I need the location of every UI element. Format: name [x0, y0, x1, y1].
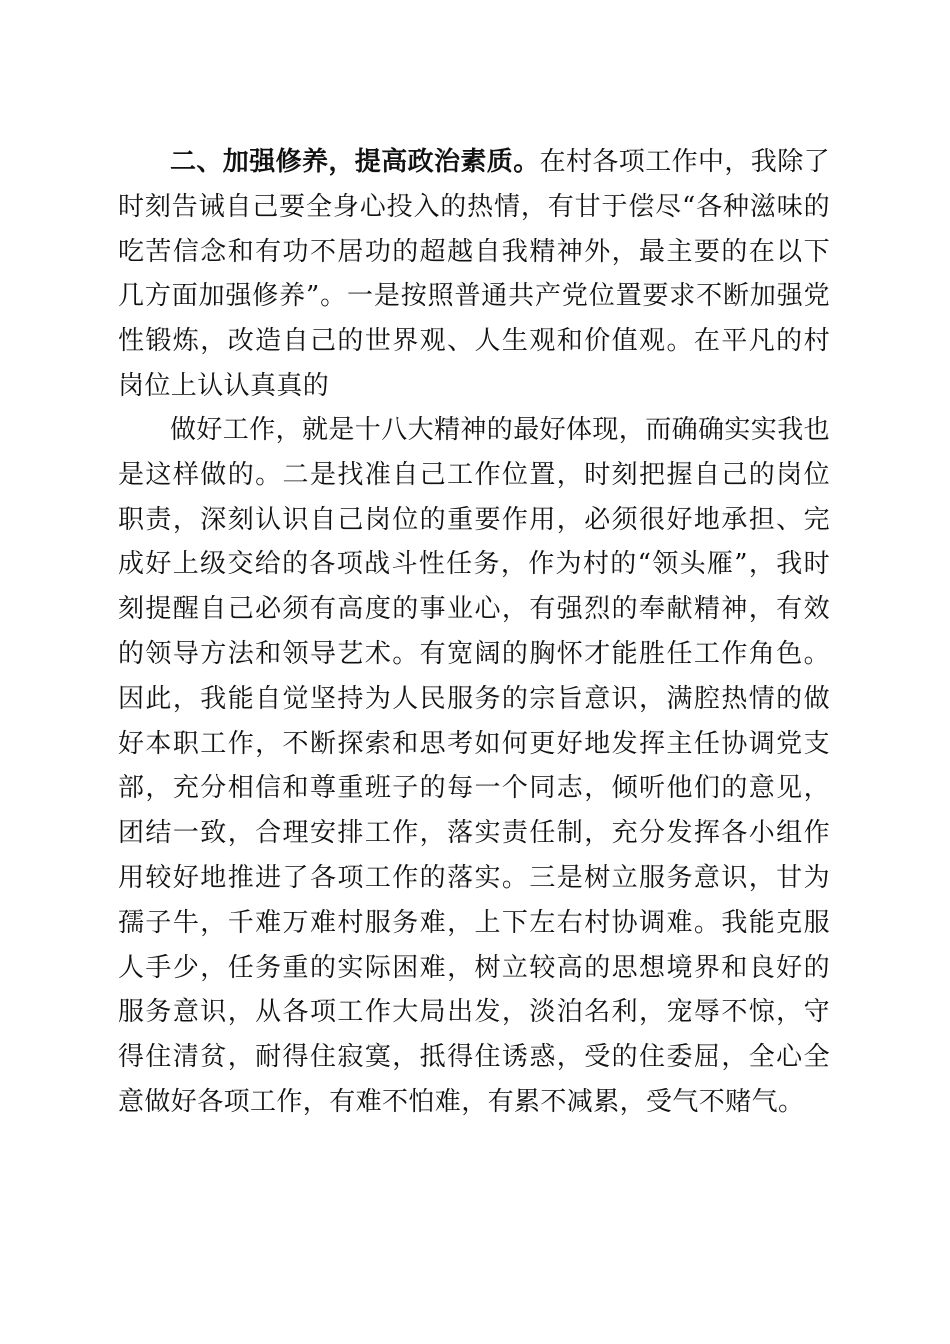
paragraph-2-body: 做好工作，就是十八大精神的最好体现，而确确实实我也是这样做的。二是找准自己工作位置，时刻把握自己的岗位职责，深刻认识自己岗位的重要作用，必须很好地承担、完成好上级交给的各项战斗性任务，作为村的“领头雁”，我时刻提醒自己必须有高度的事业心，有强烈的奉献精神，有效的领导方法和领导艺术。有宽阔的胸怀才能胜任工作角色。因此，我能自觉坚持为人民服务的宗旨意识，满腔热情的做好本职工作，不断探索和思考如何更好地发挥主任协调党支部，充分相信和尊重班子的每一个同志，倾听他们的意见，团结一致，合理安排工作，落实责任制，充分发挥各小组作用较好地推进了各项工作的落实。三是树立服务意识，甘为孺子牛，千难万难村服务难，上下左右村协调难。我能克服人手少，任务重的实际困难，树立较高的思想境界和良好的服务意识，从各项工作大局出发，淡泊名利，宠辱不惊，守得住清贫，耐得住寂寞，抵得住诱惑，受的住委屈，全心全意做好各项工作，有难不怕难，有累不减累，受气不赌气。 — [118, 415, 831, 1117]
section-heading: 二、加强修养，提高政治素质。 — [170, 147, 540, 177]
paragraph-2-text — [118, 408, 830, 1125]
paragraph-2 — [118, 408, 830, 1125]
paragraph-1-body: 在村各项工作中，我除了时刻告诫自己要全身心投入的热情，有甘于偿尽“各种滋味的吃苦信念和有功不居功的超越自我精神外，最主要的在以下几方面加强修养”。一是按照普通共产党位置要求不断加强党性锻炼，改造自己的世界观、人生观和价值观。在平凡的村岗位上认认真真的 — [118, 147, 831, 401]
paragraph-1 — [118, 140, 830, 409]
paragraph-1-text — [118, 140, 830, 409]
